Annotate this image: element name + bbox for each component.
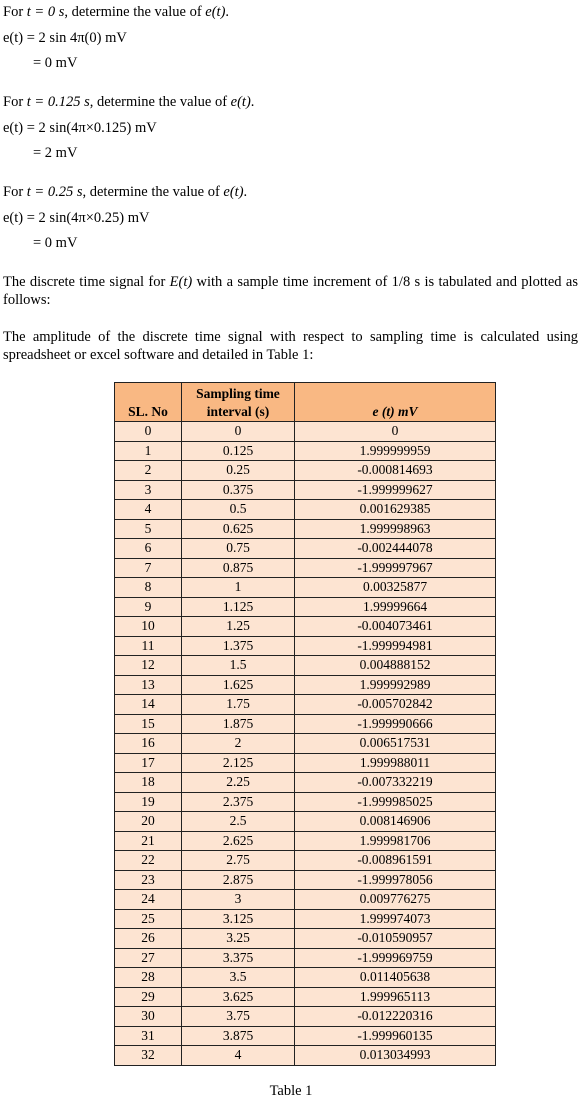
cell-e-value: 0 <box>295 422 496 442</box>
cell-sampling-time: 3 <box>182 890 295 910</box>
calc-result-2: = 2 mV <box>33 145 78 161</box>
cell-sampling-time: 0.875 <box>182 558 295 578</box>
cell-sampling-time: 1.75 <box>182 695 295 715</box>
cell-sl-no: 2 <box>115 461 182 481</box>
table-header-row <box>115 383 496 422</box>
cell-e-value: -0.004073461 <box>295 617 496 637</box>
cell-sl-no: 28 <box>115 968 182 988</box>
table-row <box>115 714 496 734</box>
calc-result-3: = 0 mV <box>33 235 78 251</box>
data-table <box>114 382 496 1066</box>
table-row <box>115 441 496 461</box>
cell-e-value: -0.012220316 <box>295 1007 496 1027</box>
cell-sampling-time: 0.5 <box>182 500 295 520</box>
cell-sl-no: 3 <box>115 480 182 500</box>
table-row <box>115 1026 496 1046</box>
cell-sl-no: 0 <box>115 422 182 442</box>
cell-sl-no: 16 <box>115 734 182 754</box>
cell-sampling-time: 1.375 <box>182 636 295 656</box>
cell-sl-no: 17 <box>115 753 182 773</box>
cell-sampling-time: 0.125 <box>182 441 295 461</box>
calc-intro-2: For t = 0.125 s, determine the value of e(t). <box>3 94 255 110</box>
cell-sl-no: 29 <box>115 987 182 1007</box>
cell-e-value: 1.999999959 <box>295 441 496 461</box>
table-body <box>115 422 496 1066</box>
cell-e-value: 1.999988011 <box>295 753 496 773</box>
cell-e-value: -0.002444078 <box>295 539 496 559</box>
table-row <box>115 773 496 793</box>
table-row <box>115 890 496 910</box>
cell-sampling-time: 0.75 <box>182 539 295 559</box>
cell-sl-no: 32 <box>115 1046 182 1066</box>
table-row <box>115 461 496 481</box>
cell-e-value: 1.999965113 <box>295 987 496 1007</box>
cell-sl-no: 23 <box>115 870 182 890</box>
cell-sampling-time: 3.375 <box>182 948 295 968</box>
table-row <box>115 695 496 715</box>
cell-e-value: -0.007332219 <box>295 773 496 793</box>
cell-sampling-time: 3.5 <box>182 968 295 988</box>
cell-e-value: -1.999960135 <box>295 1026 496 1046</box>
cell-e-value: -1.999997967 <box>295 558 496 578</box>
paragraph-amplitude: The amplitude of the discrete time signal with respect to sampling time is calculated using spreadsheet or excel software and detailed in Table 1: <box>3 329 578 363</box>
table-row <box>115 578 496 598</box>
cell-sampling-time: 2.625 <box>182 831 295 851</box>
table-row <box>115 909 496 929</box>
cell-sampling-time: 1 <box>182 578 295 598</box>
cell-sampling-time: 3.625 <box>182 987 295 1007</box>
header-sampling-time: Sampling time interval (s) <box>182 383 295 422</box>
cell-e-value: 0.013034993 <box>295 1046 496 1066</box>
calc-equation-3: e(t) = 2 sin(4π×0.25) mV <box>3 210 150 226</box>
cell-sampling-time: 2 <box>182 734 295 754</box>
cell-sampling-time: 3.25 <box>182 929 295 949</box>
table-row <box>115 675 496 695</box>
cell-sampling-time: 1.5 <box>182 656 295 676</box>
calc-equation-1: e(t) = 2 sin 4π(0) mV <box>3 30 127 46</box>
cell-sl-no: 15 <box>115 714 182 734</box>
cell-e-value: -1.999978056 <box>295 870 496 890</box>
cell-e-value: -0.008961591 <box>295 851 496 871</box>
cell-sampling-time: 2.375 <box>182 792 295 812</box>
cell-sampling-time: 3.125 <box>182 909 295 929</box>
cell-sampling-time: 2.75 <box>182 851 295 871</box>
table-row <box>115 948 496 968</box>
cell-sampling-time: 3.75 <box>182 1007 295 1027</box>
cell-sampling-time: 1.875 <box>182 714 295 734</box>
cell-e-value: -1.999994981 <box>295 636 496 656</box>
cell-sl-no: 5 <box>115 519 182 539</box>
cell-sl-no: 27 <box>115 948 182 968</box>
table-row <box>115 968 496 988</box>
cell-sampling-time: 0.25 <box>182 461 295 481</box>
cell-e-value: 1.99999664 <box>295 597 496 617</box>
cell-e-value: 0.009776275 <box>295 890 496 910</box>
cell-sl-no: 11 <box>115 636 182 656</box>
cell-sampling-time: 2.125 <box>182 753 295 773</box>
cell-e-value: -1.999985025 <box>295 792 496 812</box>
cell-sl-no: 20 <box>115 812 182 832</box>
table-row <box>115 870 496 890</box>
cell-e-value: 0.011405638 <box>295 968 496 988</box>
table-row <box>115 1007 496 1027</box>
table-row <box>115 831 496 851</box>
cell-e-value: -0.010590957 <box>295 929 496 949</box>
cell-sampling-time: 1.125 <box>182 597 295 617</box>
table-row <box>115 656 496 676</box>
cell-e-value: 0.008146906 <box>295 812 496 832</box>
table-row <box>115 500 496 520</box>
cell-sl-no: 18 <box>115 773 182 793</box>
table-row <box>115 812 496 832</box>
header-sl-no: SL. No <box>115 383 182 422</box>
table-row <box>115 519 496 539</box>
cell-e-value: -0.005702842 <box>295 695 496 715</box>
calc-equation-2: e(t) = 2 sin(4π×0.125) mV <box>3 120 157 136</box>
cell-e-value: 1.999992989 <box>295 675 496 695</box>
cell-sampling-time: 1.25 <box>182 617 295 637</box>
table-row <box>115 539 496 559</box>
cell-sampling-time: 3.875 <box>182 1026 295 1046</box>
cell-sl-no: 10 <box>115 617 182 637</box>
cell-sampling-time: 2.5 <box>182 812 295 832</box>
cell-sl-no: 4 <box>115 500 182 520</box>
cell-sl-no: 30 <box>115 1007 182 1027</box>
cell-e-value: -0.000814693 <box>295 461 496 481</box>
table-row <box>115 617 496 637</box>
table-row <box>115 558 496 578</box>
cell-e-value: -1.999990666 <box>295 714 496 734</box>
cell-sl-no: 25 <box>115 909 182 929</box>
header-e-t: e (t) mV <box>295 383 496 422</box>
cell-sl-no: 19 <box>115 792 182 812</box>
cell-e-value: 1.999998963 <box>295 519 496 539</box>
cell-sampling-time: 0.625 <box>182 519 295 539</box>
cell-sl-no: 26 <box>115 929 182 949</box>
cell-sampling-time: 0 <box>182 422 295 442</box>
cell-sl-no: 6 <box>115 539 182 559</box>
cell-e-value: 0.006517531 <box>295 734 496 754</box>
calc-intro-3: For t = 0.25 s, determine the value of e(t). <box>3 184 248 200</box>
cell-sl-no: 7 <box>115 558 182 578</box>
cell-sampling-time: 4 <box>182 1046 295 1066</box>
paragraph-discrete-signal: The discrete time signal for E(t) with a sample time increment of 1/8 s is tabulated and plotted as follows: <box>3 274 578 308</box>
cell-sampling-time: 0.375 <box>182 480 295 500</box>
cell-e-value: 0.00325877 <box>295 578 496 598</box>
table-row <box>115 1046 496 1066</box>
cell-e-value: 0.004888152 <box>295 656 496 676</box>
cell-e-value: 0.001629385 <box>295 500 496 520</box>
cell-sampling-time: 1.625 <box>182 675 295 695</box>
calc-result-1: = 0 mV <box>33 55 78 71</box>
table-row <box>115 597 496 617</box>
cell-sl-no: 1 <box>115 441 182 461</box>
cell-e-value: 1.999981706 <box>295 831 496 851</box>
calc-intro-1: For t = 0 s, determine the value of e(t). <box>3 4 230 20</box>
table-row <box>115 792 496 812</box>
cell-sl-no: 31 <box>115 1026 182 1046</box>
table-row <box>115 422 496 442</box>
cell-sl-no: 13 <box>115 675 182 695</box>
cell-sl-no: 9 <box>115 597 182 617</box>
table-caption: Table 1 <box>269 1083 313 1099</box>
cell-sl-no: 14 <box>115 695 182 715</box>
cell-e-value: -1.999999627 <box>295 480 496 500</box>
table-row <box>115 987 496 1007</box>
table-row <box>115 480 496 500</box>
cell-sl-no: 21 <box>115 831 182 851</box>
cell-sl-no: 22 <box>115 851 182 871</box>
table-row <box>115 753 496 773</box>
cell-sampling-time: 2.875 <box>182 870 295 890</box>
cell-sl-no: 12 <box>115 656 182 676</box>
cell-e-value: -1.999969759 <box>295 948 496 968</box>
cell-sampling-time: 2.25 <box>182 773 295 793</box>
table-row <box>115 851 496 871</box>
cell-sl-no: 24 <box>115 890 182 910</box>
table-row <box>115 929 496 949</box>
cell-sl-no: 8 <box>115 578 182 598</box>
cell-e-value: 1.999974073 <box>295 909 496 929</box>
table-row <box>115 636 496 656</box>
table-row <box>115 734 496 754</box>
